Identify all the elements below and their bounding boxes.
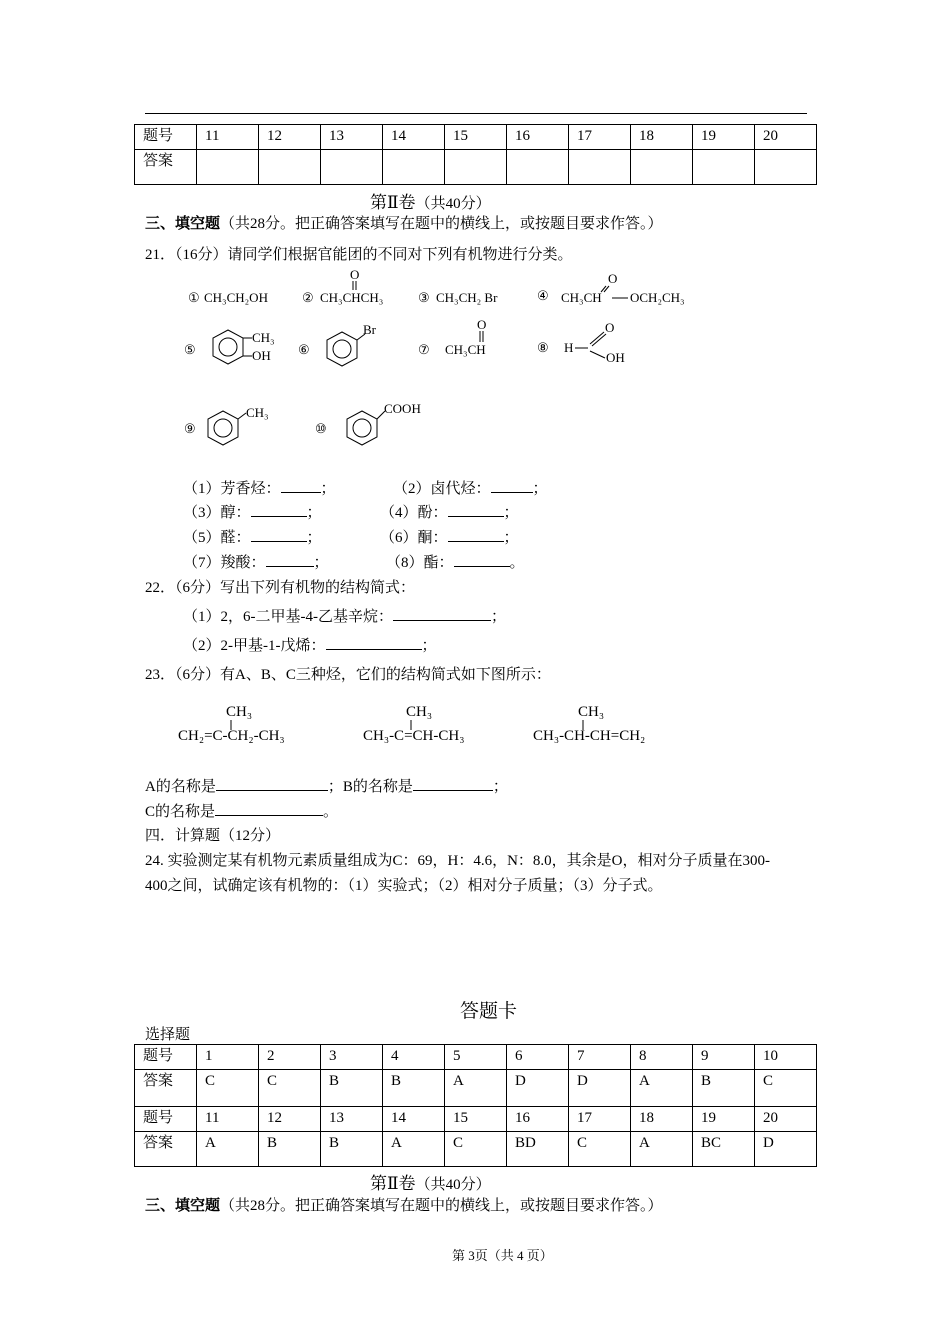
mol-7-oxygen: O — [477, 318, 487, 332]
mol-1-formula: CH₃CH₂OH — [204, 290, 268, 305]
answer-cell[interactable] — [445, 150, 507, 185]
section2-title: 第Ⅱ卷 — [370, 1174, 416, 1193]
blank-sep: ； — [306, 505, 322, 521]
table-row — [135, 1107, 817, 1132]
answer-cell[interactable] — [569, 150, 631, 185]
answer-card-table — [134, 1044, 817, 1167]
q23-names-line2 — [145, 800, 338, 821]
benzene-ring — [208, 411, 238, 445]
table-cell: 答案 — [135, 1070, 197, 1107]
answer-blank[interactable] — [251, 527, 307, 542]
struct-a-main: CH₂=C-CH₂-CH₃ — [178, 728, 285, 744]
table-cell: 11 — [197, 125, 259, 150]
q21-molecules-row3 — [180, 395, 480, 455]
section4-heading: 四．计算题（12分） — [145, 828, 281, 844]
table-cell: B — [693, 1070, 755, 1107]
blank-label: （1）芳香烃： — [183, 481, 281, 497]
blank-label: （6）酮： — [380, 530, 448, 546]
q24-line-2: 400之间，试确定该有机物的：（1）实验式；（2）相对分子质量；（3）分子式。 — [145, 878, 663, 894]
answer-cell[interactable] — [321, 150, 383, 185]
section2-title: 第Ⅱ卷 — [370, 193, 416, 212]
table-cell: 14 — [383, 125, 445, 150]
table-cell: C — [755, 1070, 817, 1107]
table-cell: 题号 — [135, 125, 197, 150]
benzene-ring — [347, 411, 377, 445]
answer-blank[interactable] — [448, 527, 504, 542]
top-rule — [145, 113, 807, 114]
table-cell: 18 — [631, 1107, 693, 1132]
section3-label: 三、填空题 — [145, 216, 221, 232]
mol-6-sub: Br — [363, 322, 376, 337]
struct-a-methyl: CH₃ — [226, 704, 253, 720]
table-cell: 题号 — [135, 1107, 197, 1132]
table-cell: 15 — [445, 1107, 507, 1132]
blank-sep: ； — [313, 555, 329, 571]
benzene-ring-circle — [353, 419, 371, 437]
table-cell: 7 — [569, 1045, 631, 1070]
table-cell: 19 — [693, 1107, 755, 1132]
table-cell: 18 — [631, 125, 693, 150]
answer-blank[interactable] — [393, 606, 491, 621]
q21-blank-7 — [183, 551, 329, 572]
mol-label-9: ⑨ — [184, 421, 196, 436]
answer-card-title: 答题卡 — [460, 1001, 518, 1022]
blank-sep: ； — [503, 530, 519, 546]
struct-c-main: CH₃-CH-CH=CH₂ — [533, 728, 646, 744]
struct-c-methyl: CH₃ — [578, 704, 605, 720]
mol-4-right: OCH₂CH₃ — [630, 290, 685, 305]
q21-blank-5 — [183, 526, 322, 547]
q21-blank-2 — [393, 477, 548, 498]
table-cell: 8 — [631, 1045, 693, 1070]
item-label: （2）2-甲基-1-戊烯： — [183, 638, 326, 654]
answer-blank[interactable] — [326, 635, 422, 650]
mol-8-h: H — [564, 340, 574, 355]
answer-cell[interactable] — [507, 150, 569, 185]
mol-8-o: O — [605, 320, 615, 335]
table-cell: BC — [693, 1132, 755, 1167]
section3-heading-repeat — [145, 1194, 663, 1215]
answer-card-subtitle: 选择题 — [145, 1027, 191, 1043]
section3-heading — [145, 212, 663, 233]
table-cell: 9 — [693, 1045, 755, 1070]
mol-4-left: CH₃CH — [561, 290, 602, 305]
table-cell: 13 — [321, 125, 383, 150]
q21-blank-3 — [183, 501, 322, 522]
table-cell: 13 — [321, 1107, 383, 1132]
mol-4-oxygen: O — [608, 271, 618, 286]
table-row — [135, 1070, 817, 1107]
blank-sep: 。 — [323, 804, 339, 820]
table-row — [135, 1132, 817, 1167]
answer-cell[interactable] — [693, 150, 755, 185]
q21-blank-1 — [183, 477, 336, 498]
blank-label: （5）醛： — [183, 530, 251, 546]
table-cell: 11 — [197, 1107, 259, 1132]
section3-label: 三、填空题 — [145, 1198, 221, 1214]
q23-names-line1 — [145, 775, 508, 796]
mol-5-sub2: OH — [252, 348, 271, 363]
answer-blank[interactable] — [216, 776, 328, 791]
mol-2-formula: CH₃CHCH₃ — [320, 290, 384, 305]
table-cell: 14 — [383, 1107, 445, 1132]
table-cell: 16 — [507, 1107, 569, 1132]
table-cell: A — [197, 1132, 259, 1167]
table-cell: B — [259, 1132, 321, 1167]
mol-label-7: ⑦ — [418, 342, 430, 357]
table-row — [135, 150, 817, 185]
section3-desc: （共28分。把正确答案填写在题中的横线上，或按题目要求作答。） — [220, 1198, 663, 1214]
mol-label-3: ③ — [418, 290, 430, 305]
table-cell: C — [445, 1132, 507, 1167]
section2-points: （共40分） — [415, 1177, 491, 1193]
table-cell: 4 — [383, 1045, 445, 1070]
table-cell: 题号 — [135, 1045, 197, 1070]
blank-sep: ； — [320, 481, 336, 497]
table-cell: C — [569, 1132, 631, 1167]
blank-sep: ； — [491, 609, 507, 625]
struct-b-main: CH₃-C=CH-CH₃ — [363, 728, 465, 744]
table-cell: 20 — [755, 125, 817, 150]
q22-stem: 22．（6分）写出下列有机物的结构简式： — [145, 580, 416, 596]
blank-sep: ； — [306, 530, 322, 546]
answer-blank[interactable] — [448, 502, 504, 517]
answer-table-11-20 — [134, 124, 817, 185]
table-cell: B — [321, 1132, 383, 1167]
table-cell: A — [445, 1070, 507, 1107]
table-cell: 1 — [197, 1045, 259, 1070]
table-cell: 12 — [259, 1107, 321, 1132]
blank-sep: ； — [421, 638, 437, 654]
mol-label-6: ⑥ — [298, 342, 310, 357]
table-cell: D — [569, 1070, 631, 1107]
q21-molecules-row2 — [180, 318, 660, 378]
mol-7-formula: CH₃CH — [445, 342, 486, 357]
table-cell: 2 — [259, 1045, 321, 1070]
mol-label-10: ⑩ — [315, 421, 327, 436]
name-a-label: A的名称是 — [145, 779, 216, 795]
mol-8-oh: OH — [606, 350, 625, 365]
q23-stem: 23．（6分）有A、B、C三种烃，它们的结构简式如下图所示： — [145, 667, 551, 683]
answer-cell[interactable] — [259, 150, 321, 185]
table-cell: 15 — [445, 125, 507, 150]
q23-structures — [176, 700, 706, 750]
table-cell: 答案 — [135, 150, 197, 185]
benzene-ring — [213, 330, 243, 364]
table-cell: 10 — [755, 1045, 817, 1070]
table-cell: B — [383, 1070, 445, 1107]
table-cell: 17 — [569, 125, 631, 150]
q21-blank-8 — [386, 551, 525, 572]
blank-label: （2）卤代烃： — [393, 481, 491, 497]
mol-8-bond — [590, 351, 605, 358]
section2-heading-repeat — [370, 1169, 491, 1194]
name-c-label: C的名称是 — [145, 804, 216, 820]
table-cell: A — [383, 1132, 445, 1167]
table-cell: A — [631, 1070, 693, 1107]
answer-cell[interactable] — [631, 150, 693, 185]
table-cell: 16 — [507, 125, 569, 150]
table-cell: D — [507, 1070, 569, 1107]
mol-label-1: ① — [188, 290, 200, 305]
blank-sep: ； — [492, 779, 508, 795]
q24-line-1: 24. 实验测定某有机物元素质量组成为C：69，H：4.6，N：8.0，其余是O，相对分子质量在300- — [145, 853, 771, 869]
mol-9-sub: CH₃ — [246, 405, 269, 420]
table-cell: 19 — [693, 125, 755, 150]
answer-blank[interactable] — [491, 478, 533, 493]
answer-cell[interactable] — [197, 150, 259, 185]
table-cell: 12 — [259, 125, 321, 150]
q22-item-1 — [183, 605, 506, 626]
name-b-label: ；B的名称是 — [327, 779, 413, 795]
mol-label-2: ② — [302, 290, 314, 305]
table-cell: 6 — [507, 1045, 569, 1070]
table-cell: 20 — [755, 1107, 817, 1132]
benzene-ring — [327, 332, 357, 366]
table-row — [135, 1045, 817, 1070]
mol-9-bond — [238, 413, 246, 419]
mol-10-sub: COOH — [384, 401, 421, 416]
table-cell: A — [631, 1132, 693, 1167]
table-cell: 5 — [445, 1045, 507, 1070]
blank-sep: ； — [503, 505, 519, 521]
q21-blank-6 — [380, 526, 519, 547]
item-label: （1）2，6-二甲基-4-乙基辛烷： — [183, 609, 393, 625]
table-cell: 答案 — [135, 1132, 197, 1167]
mol-label-4: ④ — [537, 288, 549, 303]
blank-label: （3）醇： — [183, 505, 251, 521]
mol-2-oxygen: O — [350, 268, 360, 282]
mol-5-sub1: CH₃ — [252, 330, 275, 345]
answer-blank[interactable] — [215, 801, 323, 816]
blank-sep: ； — [532, 481, 548, 497]
table-cell: 17 — [569, 1107, 631, 1132]
blank-label: （7）羧酸： — [183, 555, 266, 571]
blank-sep: 。 — [509, 555, 525, 571]
blank-label: （8）酯： — [386, 555, 454, 571]
table-cell: BD — [507, 1132, 569, 1167]
benzene-ring-circle — [219, 338, 237, 356]
q21-molecules-row1 — [180, 268, 720, 312]
answer-blank[interactable] — [413, 776, 493, 791]
table-cell: B — [321, 1070, 383, 1107]
blank-label: （4）酚： — [380, 505, 448, 521]
q22-item-2 — [183, 634, 437, 655]
q21-stem: 21．（16分）请同学们根据官能团的不同对下列有机物进行分类。 — [145, 247, 573, 263]
table-cell: C — [259, 1070, 321, 1107]
answer-cell[interactable] — [755, 150, 817, 185]
benzene-ring-circle — [214, 419, 232, 437]
mol-label-8: ⑧ — [537, 340, 549, 355]
table-cell: 3 — [321, 1045, 383, 1070]
page-footer: 第 3页（共 4 页） — [452, 1248, 553, 1263]
answer-blank[interactable] — [266, 552, 314, 567]
answer-blank[interactable] — [281, 478, 321, 493]
struct-b-methyl: CH₃ — [406, 704, 433, 720]
mol-3-formula: CH₃CH₂ Br — [436, 290, 498, 305]
answer-cell[interactable] — [383, 150, 445, 185]
answer-blank[interactable] — [454, 552, 510, 567]
table-cell: C — [197, 1070, 259, 1107]
table-cell: D — [755, 1132, 817, 1167]
mol-label-5: ⑤ — [184, 342, 196, 357]
q21-blank-4 — [380, 501, 519, 522]
section3-desc: （共28分。把正确答案填写在题中的横线上，或按题目要求作答。） — [220, 216, 663, 232]
answer-blank[interactable] — [251, 502, 307, 517]
table-row — [135, 125, 817, 150]
section2-heading — [370, 188, 491, 213]
benzene-ring-circle — [333, 340, 351, 358]
section2-points: （共40分） — [415, 196, 491, 212]
